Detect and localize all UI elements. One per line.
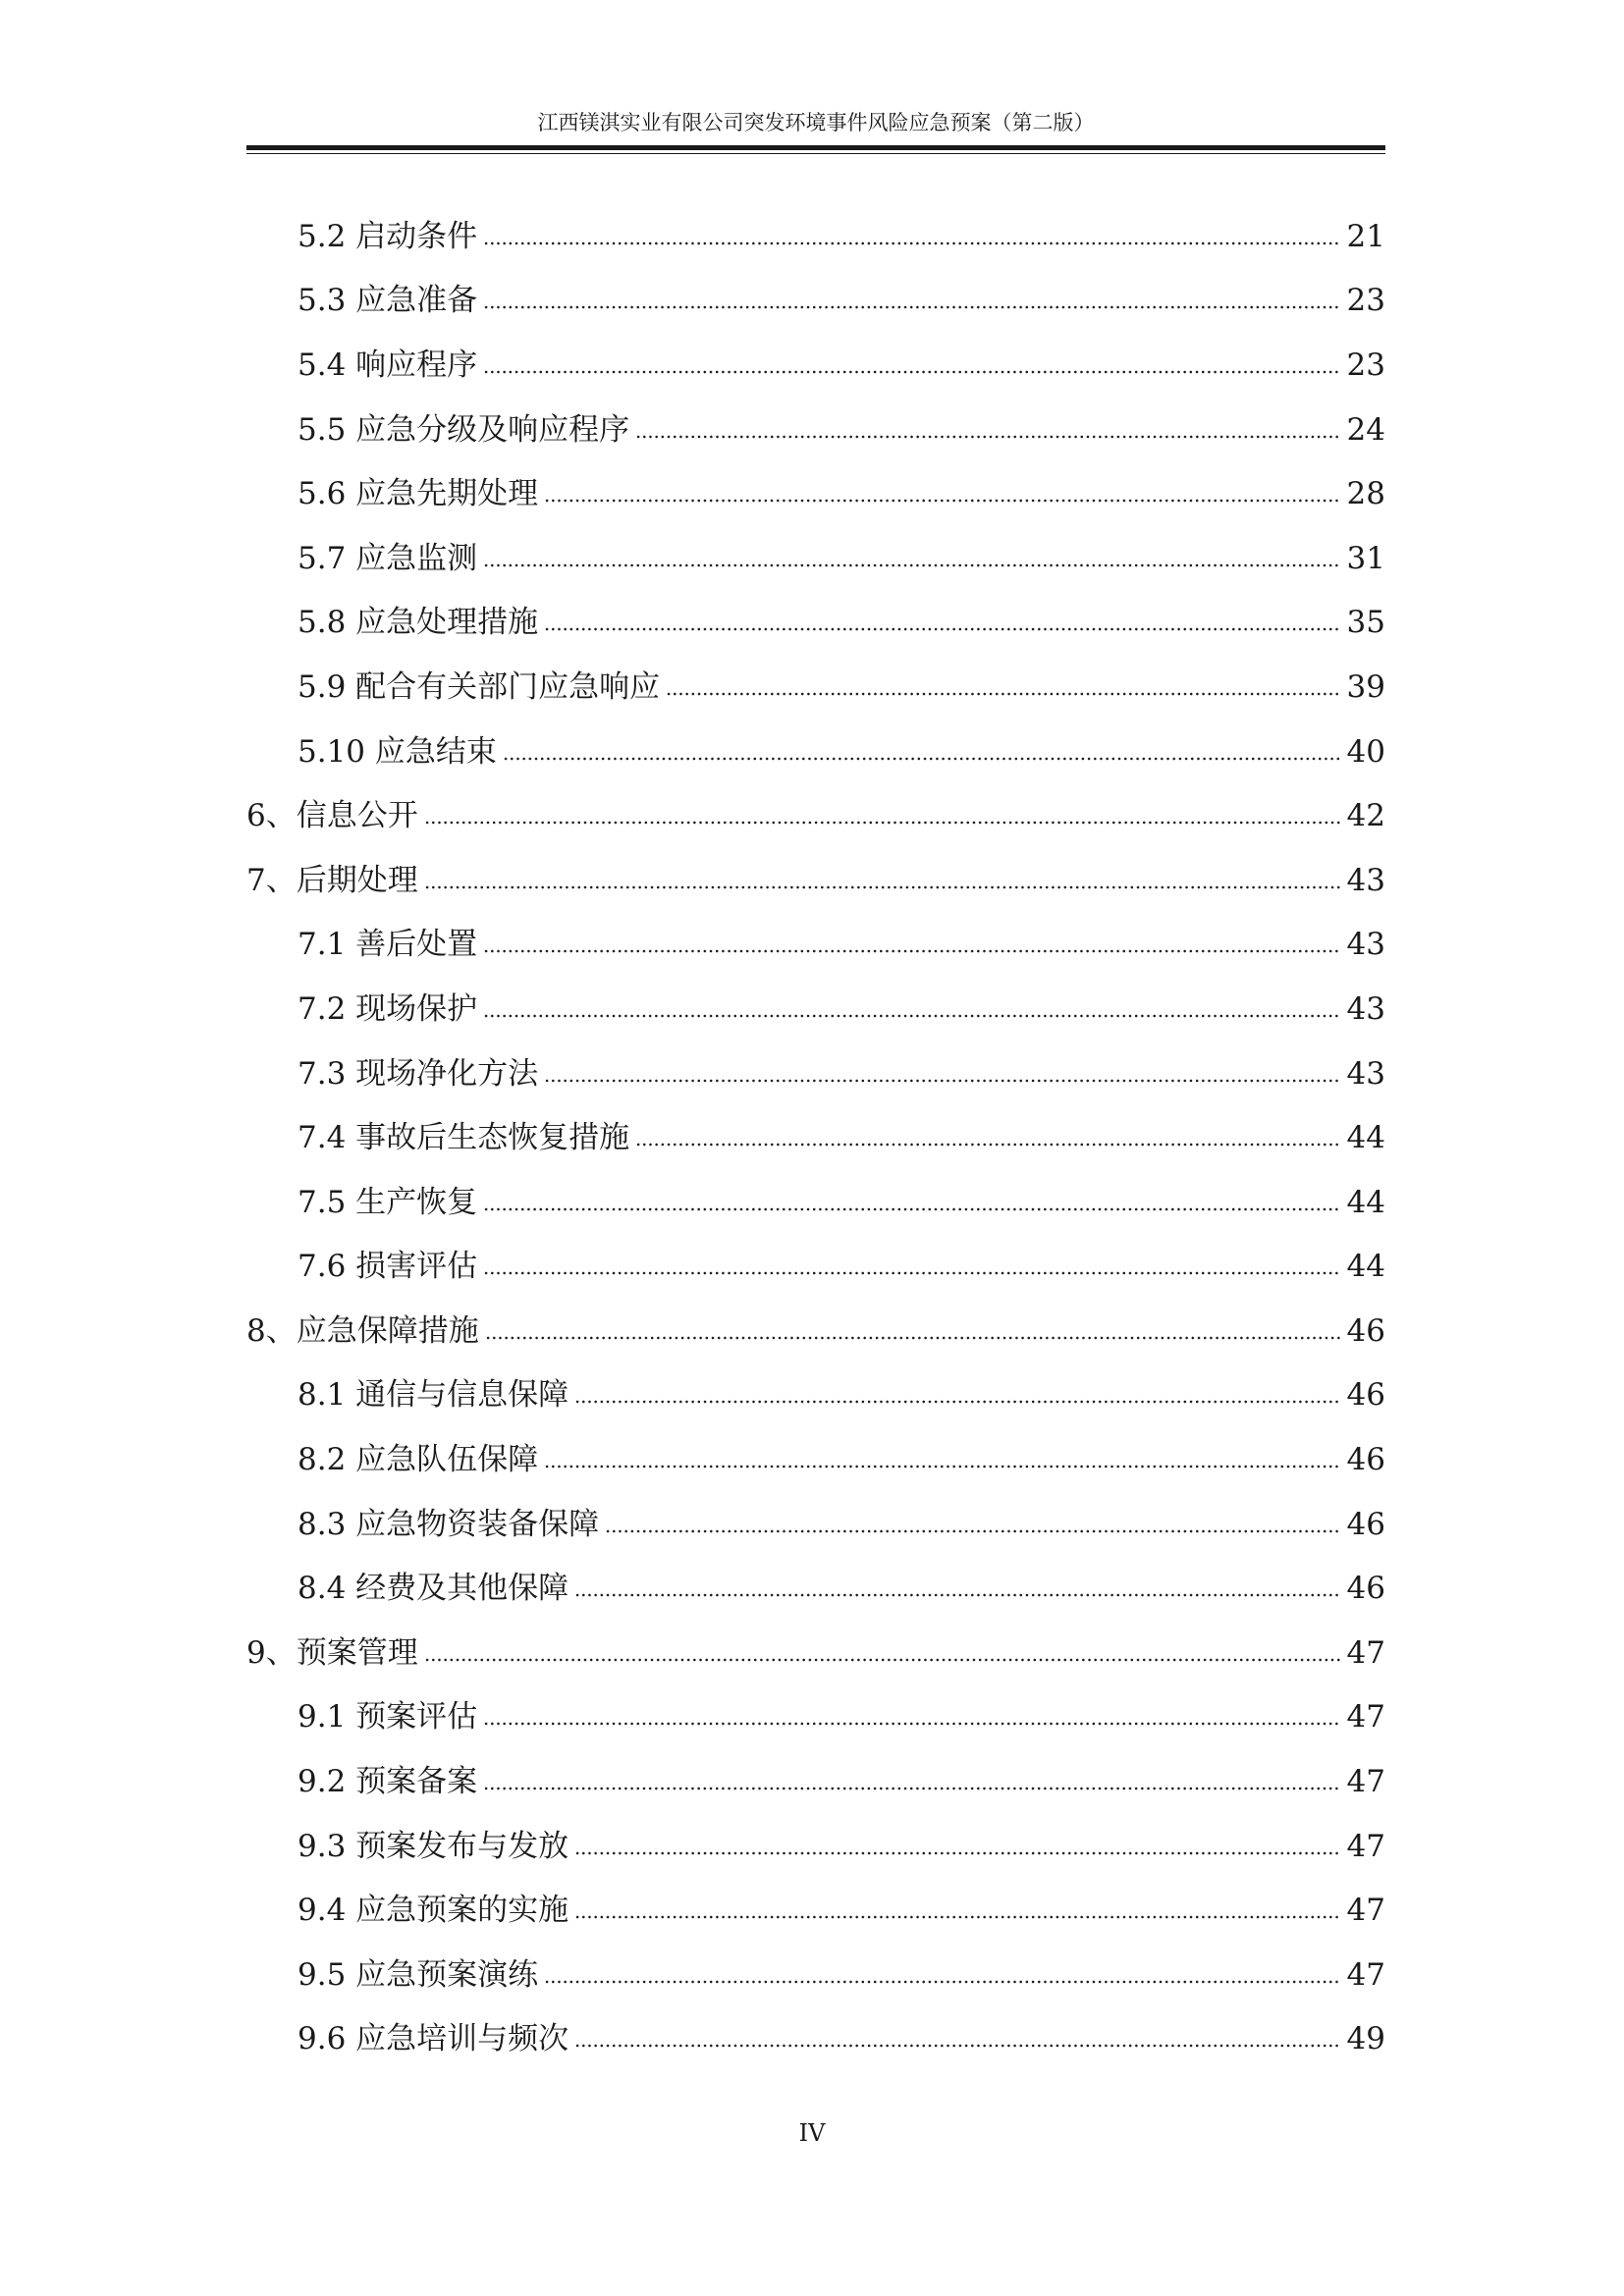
toc-entry-page-number: 46 <box>1341 1569 1385 1608</box>
toc-dot-leader <box>483 1254 1340 1293</box>
toc-entry-title: 5.6 应急先期处理 <box>298 474 544 513</box>
toc-dot-leader <box>635 417 1340 456</box>
toc-entry-page-number: 42 <box>1341 796 1385 835</box>
toc-entry-title: 8.1 通信与信息保障 <box>298 1375 574 1415</box>
toc-entry-title: 9.4 应急预案的实施 <box>298 1891 574 1930</box>
toc-entry-title: 7.2 现场保护 <box>298 989 483 1029</box>
toc-dot-leader <box>574 1575 1340 1615</box>
toc-entry-page-number: 47 <box>1341 1697 1385 1736</box>
toc-dot-leader <box>483 996 1340 1036</box>
toc-dot-leader <box>635 1125 1340 1164</box>
toc-entry-title: 5.10 应急结束 <box>298 732 503 772</box>
toc-entry-title: 9.1 预案评估 <box>298 1697 483 1736</box>
toc-section-entry[interactable] <box>246 398 1385 462</box>
toc-dot-leader <box>424 1640 1341 1680</box>
toc-section-entry[interactable] <box>246 1170 1385 1235</box>
toc-entry-title: 9.5 应急预案演练 <box>298 1955 544 1995</box>
toc-entry-title: 8.2 应急队伍保障 <box>298 1440 544 1479</box>
toc-dot-leader <box>544 1447 1340 1486</box>
toc-entry-title: 8.4 经费及其他保障 <box>298 1569 574 1608</box>
toc-dot-leader <box>483 224 1340 263</box>
toc-entry-title: 9.2 预案备案 <box>298 1762 483 1801</box>
table-of-contents <box>246 204 1385 2071</box>
toc-dot-leader <box>503 739 1341 778</box>
toc-dot-leader <box>605 1512 1340 1551</box>
toc-dot-leader <box>544 1061 1340 1100</box>
toc-dot-leader <box>544 610 1340 649</box>
toc-section-entry[interactable] <box>246 526 1385 591</box>
toc-entry-title: 5.2 启动条件 <box>298 217 483 256</box>
toc-entry-page-number: 49 <box>1341 2019 1385 2058</box>
toc-dot-leader <box>483 932 1340 971</box>
toc-section-entry[interactable] <box>246 591 1385 656</box>
toc-dot-leader <box>544 1962 1340 2002</box>
toc-entry-title: 6、信息公开 <box>246 796 424 835</box>
toc-entry-page-number: 24 <box>1341 410 1385 450</box>
toc-entry-page-number: 23 <box>1341 281 1385 320</box>
toc-dot-leader <box>574 1834 1340 1873</box>
toc-entry-page-number: 46 <box>1341 1375 1385 1415</box>
toc-section-entry[interactable] <box>246 1749 1385 1814</box>
toc-entry-title: 5.5 应急分级及响应程序 <box>298 410 635 450</box>
toc-section-entry[interactable] <box>246 461 1385 526</box>
header-rule-thick <box>246 145 1385 150</box>
toc-entry-title: 7.4 事故后生态恢复措施 <box>298 1118 635 1157</box>
toc-section-entry[interactable] <box>246 977 1385 1041</box>
toc-dot-leader <box>574 1897 1340 1937</box>
toc-entry-title: 8.3 应急物资装备保障 <box>298 1505 605 1544</box>
toc-entry-page-number: 35 <box>1341 603 1385 642</box>
toc-section-entry[interactable] <box>246 1041 1385 1106</box>
toc-entry-title: 5.8 应急处理措施 <box>298 603 544 642</box>
toc-section-entry[interactable] <box>246 2007 1385 2072</box>
toc-entry-page-number: 23 <box>1341 346 1385 385</box>
toc-dot-leader <box>574 1382 1340 1421</box>
toc-section-entry[interactable] <box>246 1878 1385 1943</box>
toc-entry-title: 5.9 配合有关部门应急响应 <box>298 667 666 707</box>
toc-dot-leader <box>544 481 1340 520</box>
toc-entry-page-number: 43 <box>1341 861 1385 900</box>
toc-entry-title: 9.3 预案发布与发放 <box>298 1827 574 1866</box>
toc-section-entry[interactable] <box>246 913 1385 978</box>
toc-entry-page-number: 43 <box>1341 1054 1385 1094</box>
toc-dot-leader <box>666 674 1340 714</box>
toc-entry-title: 7、后期处理 <box>246 861 424 900</box>
toc-entry-page-number: 44 <box>1341 1118 1385 1157</box>
toc-entry-page-number: 28 <box>1341 474 1385 513</box>
toc-chapter-entry[interactable] <box>246 848 1385 913</box>
toc-entry-page-number: 31 <box>1341 539 1385 578</box>
toc-dot-leader <box>483 546 1340 585</box>
toc-entry-page-number: 43 <box>1341 989 1385 1029</box>
toc-entry-page-number: 39 <box>1341 667 1385 707</box>
toc-entry-page-number: 46 <box>1341 1440 1385 1479</box>
toc-entry-page-number: 43 <box>1341 925 1385 964</box>
toc-section-entry[interactable] <box>246 1105 1385 1170</box>
toc-dot-leader <box>574 2026 1340 2065</box>
toc-entry-page-number: 47 <box>1341 1827 1385 1866</box>
page-number: IV <box>798 2119 826 2147</box>
toc-entry-title: 9、预案管理 <box>246 1633 424 1673</box>
toc-dot-leader <box>424 803 1341 842</box>
toc-entry-page-number: 40 <box>1341 732 1385 772</box>
toc-section-entry[interactable] <box>246 1814 1385 1879</box>
toc-entry-page-number: 47 <box>1341 1762 1385 1801</box>
running-header: 江西镁淇实业有限公司突发环境事件风险应急预案（第二版） <box>537 111 1095 134</box>
toc-section-entry[interactable] <box>246 720 1385 784</box>
toc-entry-title: 7.6 损害评估 <box>298 1247 483 1286</box>
toc-entry-title: 5.7 应急监测 <box>298 539 483 578</box>
toc-section-entry[interactable] <box>246 269 1385 334</box>
toc-chapter-entry[interactable] <box>246 1621 1385 1685</box>
toc-entry-title: 5.4 响应程序 <box>298 346 483 385</box>
toc-entry-page-number: 47 <box>1341 1633 1385 1673</box>
toc-chapter-entry[interactable] <box>246 783 1385 848</box>
toc-entry-page-number: 46 <box>1341 1311 1385 1351</box>
toc-section-entry[interactable] <box>246 1235 1385 1300</box>
toc-dot-leader <box>424 868 1341 907</box>
header-rule-thin <box>246 153 1385 154</box>
toc-entry-title: 7.1 善后处置 <box>298 925 483 964</box>
toc-chapter-entry[interactable] <box>246 1299 1385 1363</box>
toc-entry-page-number: 47 <box>1341 1891 1385 1930</box>
toc-entry-title: 5.3 应急准备 <box>298 281 483 320</box>
toc-dot-leader <box>483 288 1340 327</box>
toc-dot-leader <box>485 1318 1341 1358</box>
toc-section-entry[interactable] <box>246 333 1385 398</box>
toc-dot-leader <box>483 1190 1340 1229</box>
toc-entry-page-number: 21 <box>1341 217 1385 256</box>
toc-section-entry[interactable] <box>246 655 1385 720</box>
toc-dot-leader <box>483 1769 1340 1808</box>
toc-section-entry[interactable] <box>246 1943 1385 2007</box>
toc-entry-title: 7.3 现场净化方法 <box>298 1054 544 1094</box>
toc-entry-title: 7.5 生产恢复 <box>298 1183 483 1222</box>
toc-entry-page-number: 44 <box>1341 1247 1385 1286</box>
toc-section-entry[interactable] <box>246 1556 1385 1621</box>
toc-entry-title: 8、应急保障措施 <box>246 1311 485 1351</box>
toc-section-entry[interactable] <box>246 1685 1385 1750</box>
toc-section-entry[interactable] <box>246 1492 1385 1557</box>
toc-dot-leader <box>483 1704 1340 1743</box>
toc-entry-title: 9.6 应急培训与频次 <box>298 2019 574 2058</box>
toc-section-entry[interactable] <box>246 1427 1385 1492</box>
toc-entry-page-number: 46 <box>1341 1505 1385 1544</box>
toc-dot-leader <box>483 352 1340 392</box>
toc-entry-page-number: 44 <box>1341 1183 1385 1222</box>
toc-section-entry[interactable] <box>246 1363 1385 1428</box>
toc-entry-page-number: 47 <box>1341 1955 1385 1995</box>
toc-section-entry[interactable] <box>246 204 1385 269</box>
